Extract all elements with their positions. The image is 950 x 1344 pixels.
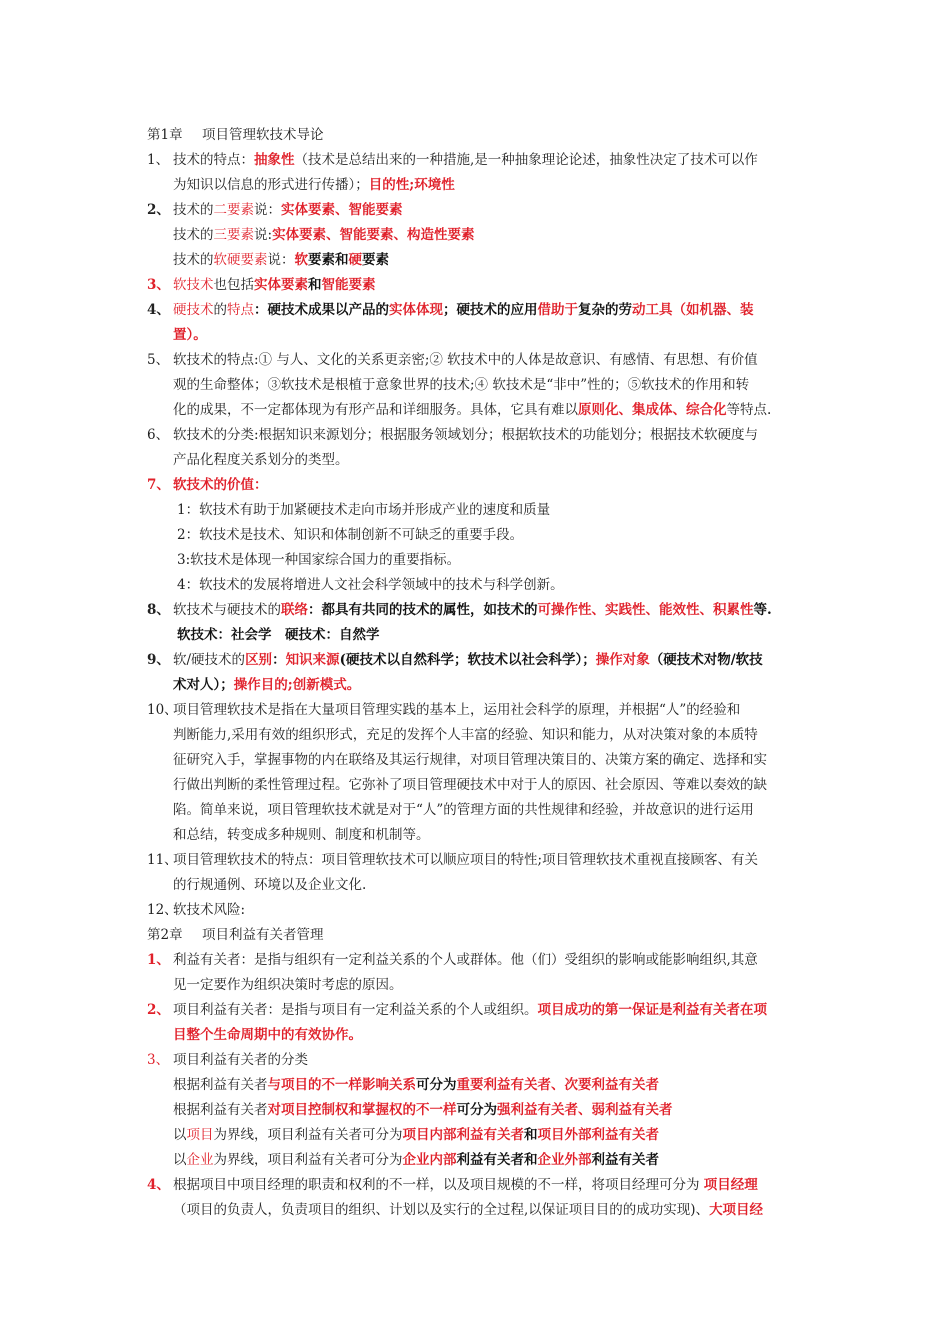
item-number: 4、 (147, 302, 170, 318)
item-number: 2、 (147, 1002, 170, 1018)
item-text: 技术的二要素说：实体要素、智能要素 (173, 202, 403, 218)
item-text: 利益有关者：是指与组织有一定利益关系的个人或群体。他（们）受组织的影响或能影响组织,其意 (173, 952, 758, 968)
item-text: 3:软技术是体现一种国家综合国力的重要指标。 (177, 552, 461, 568)
item-text: 观的生命整体；③软技术是根植于意象世界的技术;④ 软技术是“非中”性的；⑤软技术的作用和转 (173, 377, 750, 393)
item-text: 技术的特点：抽象性（技术是总结出来的一种措施,是一种抽象理论论述，抽象性决定了技术可以作 (173, 152, 758, 168)
item-text: 软技术风险: (173, 902, 246, 918)
item-number: 1、 (147, 152, 170, 168)
item-text: 软技术的价值： (173, 477, 268, 493)
item-text: 软/硬技术的区别：知识来源(硬技术以自然科学；软技术以社会科学）；操作对象（硬技术对物/软技 (173, 652, 763, 668)
item-text: 项目利益有关者：是指与项目有一定利益关系的个人或组织。项目成功的第一保证是利益有关者在项 (173, 1002, 767, 1018)
item-text: 根据项目中项目经理的职责和权利的不一样，以及项目规模的不一样，将项目经理可分为 项目经理 (173, 1177, 758, 1193)
item-text: 和总结，转变成多种规则、制度和机制等。 (173, 827, 430, 843)
item-number: 2、 (147, 202, 170, 218)
item-text: 软技术也包括实体要素和智能要素 (173, 277, 376, 293)
item-text: 为知识以信息的形式进行传播）；目的性;环境性 (173, 177, 455, 193)
item-number: 7、 (147, 477, 170, 493)
item-text: 1：软技术有助于加紧硬技术走向市场并形成产业的速度和质量 (177, 502, 551, 518)
item-number: 9、 (147, 652, 170, 668)
item-text: 以项目为界线，项目利益有关者可分为项目内部利益有关者和项目外部利益有关者 (173, 1127, 659, 1143)
item-number: 8、 (147, 602, 170, 618)
item-number: 1、 (147, 952, 170, 968)
item-text: 行做出判断的柔性管理过程。它弥补了项目管理硬技术中对于人的原因、社会原因、等难以奏效的缺 (173, 777, 767, 793)
item-text: 根据利益有关者与项目的不一样影响关系可分为重要利益有关者、次要利益有关者 (173, 1077, 659, 1093)
item-text: 见一定要作为组织决策时考虑的原因。 (173, 977, 403, 993)
item-text: 项目管理软技术是指在大量项目管理实践的基本上，运用社会科学的原理，并根据“人”的经验和 (173, 702, 741, 718)
item-number: 4、 (147, 1177, 170, 1193)
item-number: 10、 (147, 702, 178, 718)
item-number: 12、 (147, 902, 178, 918)
item-number: 3、 (147, 1052, 170, 1068)
item-text: （项目的负责人，负责项目的组织、计划以及实行的全过程,以保证项目目的的成功实现)、大项目经 (173, 1202, 764, 1218)
item-text: 软技术：社会学 硬技术：自然学 (177, 627, 380, 643)
item-number: 11、 (147, 852, 178, 868)
item-text: 术对人）；操作目的;创新模式。 (173, 677, 361, 693)
item-text: 的行规通例、环境以及企业文化. (173, 877, 367, 893)
item-text: 软技术的分类:根据知识来源划分；根据服务领域划分；根据软技术的功能划分；根据技术软硬度与 (173, 427, 759, 443)
item-text: 判断能力,采用有效的组织形式，充足的发挥个人丰富的经验、知识和能力，从对决策对象的本质特 (173, 727, 758, 743)
item-text: 陷。简单来说，项目管理软技术就是对于“人”的管理方面的共性规律和经验，并故意识的进行运用 (173, 802, 754, 818)
item-text: 产品化程度关系划分的类型。 (173, 452, 349, 468)
item-text: 项目利益有关者的分类 (173, 1052, 308, 1068)
chapter-title: 项目利益有关者管理 (202, 927, 324, 943)
chapter-label: 第2章 (147, 927, 183, 943)
item-text: 技术的软硬要素说：软要素和硬要素 (173, 252, 389, 268)
item-text: 技术的三要素说:实体要素、智能要素、构造性要素 (173, 227, 475, 243)
item-text: 置）。 (173, 327, 207, 343)
item-number: 3、 (147, 277, 170, 293)
item-text: 根据利益有关者对项目控制权和掌握权的不一样可分为强利益有关者、弱利益有关者 (173, 1102, 673, 1118)
item-text: 软技术与硬技术的联络：都具有共同的技术的属性，如技术的可操作性、实践性、能效性、积累性等. (173, 602, 772, 618)
item-text: 2：软技术是技术、知识和体制创新不可缺乏的重要手段。 (177, 527, 524, 543)
item-text: 硬技术的特点：硬技术成果以产品的实体体现；硬技术的应用借助于复杂的劳动工具（如机器、装 (173, 302, 754, 318)
item-text: 软技术的特点:① 与人、文化的关系更亲密;② 软技术中的人体是故意识、有感情、有思想、有价值 (173, 352, 758, 368)
item-number: 6、 (147, 427, 170, 443)
item-text: 征研究入手，掌握事物的内在联络及其运行规律，对项目管理决策目的、决策方案的确定、选择和实 (173, 752, 767, 768)
item-text: 项目管理软技术的特点：项目管理软技术可以顺应项目的特性;项目管理软技术重视直接顾客、有关 (173, 852, 759, 868)
chapter-label: 第1章 (147, 127, 183, 143)
item-text: 以企业为界线，项目利益有关者可分为企业内部利益有关者和企业外部利益有关者 (173, 1152, 659, 1168)
item-text: 化的成果，不一定都体现为有形产品和详细服务。具体，它具有难以原则化、集成体、综合化等特点. (173, 402, 772, 418)
item-text: 4：软技术的发展将增进人文社会科学领域中的技术与科学创新。 (177, 577, 564, 593)
item-number: 5、 (147, 352, 170, 368)
chapter-title: 项目管理软技术导论 (202, 127, 324, 143)
item-text: 目整个生命周期中的有效协作。 (173, 1027, 362, 1043)
